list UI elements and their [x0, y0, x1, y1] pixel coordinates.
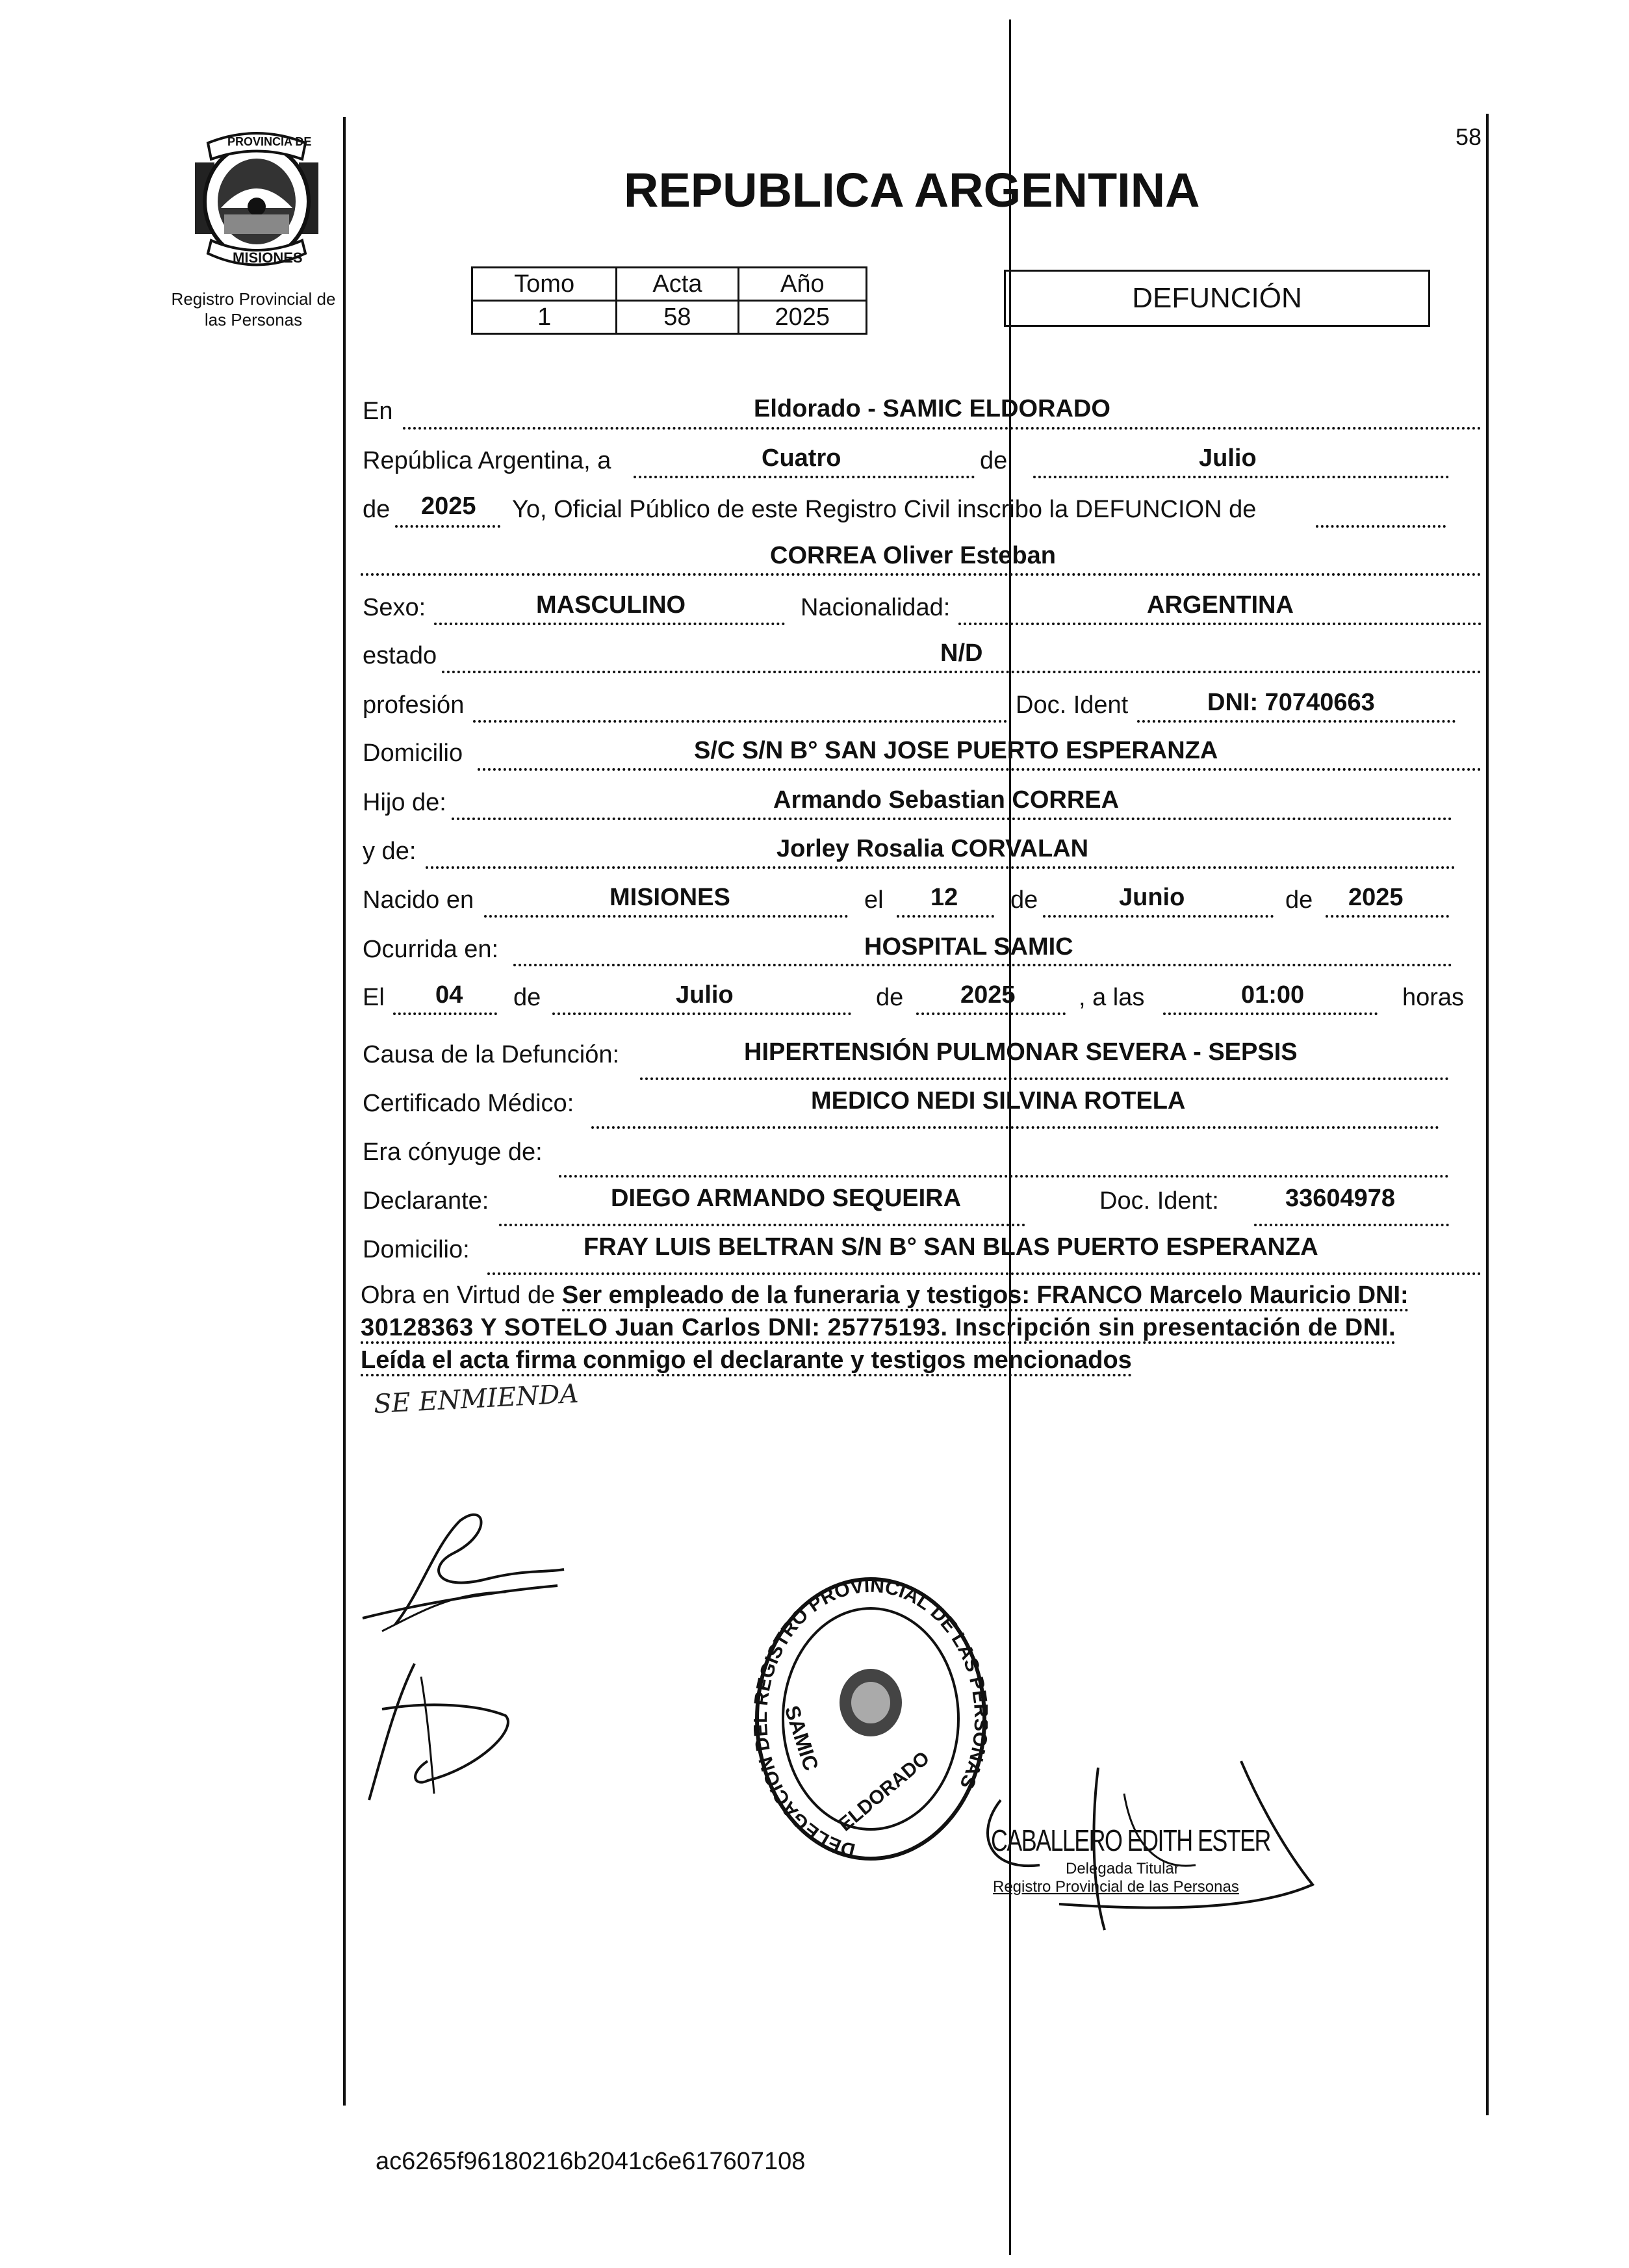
handwritten-enmienda: SE ENMIENDA	[373, 1378, 580, 1420]
stamp-ring-text: DELEGACION EGISTRO PROVINCIAL DE LAS P NAS	[754, 1575, 988, 1861]
line-en	[403, 427, 1481, 430]
obra-text-3: Leída el acta firma conmigo el declarante y testigos mencionados	[361, 1347, 1132, 1376]
value-nacionalidad: ARGENTINA	[1147, 591, 1294, 619]
label-conyuge: Era cónyuge de:	[363, 1139, 543, 1166]
line-domicilio2	[487, 1272, 1481, 1275]
label-doc-ident-2: Doc. Ident:	[1099, 1187, 1219, 1215]
stamp-inner-bottom: ELDORADO	[834, 1747, 934, 1836]
official-name: CABALLERO EDITH ESTER	[991, 1823, 1270, 1857]
value-def-dia: 04	[435, 981, 463, 1009]
value-hora: 01:00	[1241, 981, 1305, 1009]
label-y-de: y de:	[363, 838, 417, 865]
label-yo-oficial: Yo, Oficial Público de este Registro Civil inscribo la DEFUNCION de	[512, 496, 1257, 523]
line-causa	[640, 1077, 1449, 1080]
tav-value-ano: 2025	[738, 301, 866, 334]
official-title: Delegada Titular	[1066, 1860, 1179, 1877]
line-nac-anio	[1326, 915, 1449, 918]
obra-label: Obra en Virtud de	[361, 1282, 556, 1309]
value-dia-texto: Cuatro	[762, 445, 841, 472]
org-name-line1: Registro Provincial de	[171, 289, 336, 309]
value-sexo: MASCULINO	[536, 591, 686, 619]
label-profesion: profesión	[363, 691, 465, 719]
line-domicilio	[478, 768, 1481, 771]
line-estado	[442, 671, 1481, 673]
logo-text-top: PROVINCIA DE	[227, 135, 312, 148]
witness-signature	[356, 1651, 525, 1807]
line-declarante	[499, 1224, 1025, 1226]
label-republica: República Argentina, a	[363, 447, 611, 474]
declarant-signature	[356, 1495, 571, 1638]
value-nacido-lugar: MISIONES	[609, 884, 730, 911]
label-estado: estado	[363, 642, 437, 669]
official-stamp	[754, 1573, 988, 1865]
label-hijo-de: Hijo de:	[363, 789, 446, 816]
obra-line-1	[361, 1279, 1485, 1311]
value-certificado: MEDICO NEDI SILVINA ROTELA	[811, 1087, 1186, 1115]
line-hora	[1163, 1012, 1378, 1015]
line-profesion	[473, 720, 1007, 723]
label-horas: horas	[1402, 984, 1465, 1011]
label-doc-ident: Doc. Ident	[1016, 691, 1129, 719]
line-defuncion-de	[1316, 525, 1446, 528]
tav-header-tomo: Tomo	[472, 268, 617, 301]
value-doc-declarante: 33604978	[1285, 1185, 1396, 1212]
line-nombre	[361, 573, 1481, 576]
page-title: REPUBLICA ARGENTINA	[624, 163, 1200, 217]
document-hash: ac6265f96180216b2041c6e617607108	[376, 2148, 806, 2175]
value-mes-texto: Julio	[1199, 445, 1257, 472]
label-domicilio: Domicilio	[363, 740, 463, 767]
line-nacionalidad	[958, 623, 1481, 625]
label-de-5: de	[513, 984, 541, 1011]
line-sexo	[434, 623, 785, 625]
label-declarante: Declarante:	[363, 1187, 489, 1215]
line-dia	[634, 476, 975, 478]
label-el: el	[864, 886, 884, 914]
label-causa: Causa de la Defunción:	[363, 1041, 620, 1068]
value-ocurrida: HOSPITAL SAMIC	[864, 933, 1073, 960]
value-nac-mes: Junio	[1119, 884, 1185, 911]
label-sexo: Sexo:	[363, 594, 426, 621]
line-nacido-lugar	[484, 915, 848, 918]
line-yde	[426, 866, 1456, 869]
label-domicilio-2: Domicilio:	[363, 1236, 470, 1263]
obra-line-3	[361, 1344, 1485, 1376]
doc-type-box	[1004, 270, 1430, 327]
value-def-mes: Julio	[676, 981, 734, 1009]
value-domicilio-declarante: FRAY LUIS BELTRAN S/N B° SAN BLAS PUERTO ESPERANZA	[584, 1233, 1318, 1261]
value-anio: 2025	[421, 493, 476, 520]
line-ocurrida	[513, 964, 1452, 966]
line-nac-dia	[897, 915, 994, 918]
line-def-dia	[393, 1012, 497, 1015]
logo-text-bottom: MISIONES	[233, 250, 303, 266]
line-doc	[1137, 720, 1456, 723]
line-doc2	[1254, 1224, 1449, 1226]
obra-paragraph	[361, 1279, 1485, 1376]
tav-value-acta: 58	[617, 301, 738, 334]
value-causa: HIPERTENSIÓN PULMONAR SEVERA - SEPSIS	[744, 1038, 1298, 1066]
province-seal-logo	[182, 130, 331, 279]
tomo-acta-ano-table	[471, 266, 867, 335]
line-hijo	[452, 818, 1452, 820]
label-ocurrida-en: Ocurrida en:	[363, 936, 499, 963]
tav-value-tomo: 1	[472, 301, 617, 334]
label-a-las: , a las	[1079, 984, 1145, 1011]
label-nacido-en: Nacido en	[363, 886, 474, 914]
left-border-line	[343, 117, 346, 2106]
label-en: En	[363, 398, 393, 425]
official-org: Registro Provincial de las Personas	[993, 1878, 1239, 1896]
value-dni: DNI: 70740663	[1207, 689, 1375, 716]
value-lugar: Eldorado - SAMIC ELDORADO	[754, 395, 1110, 422]
obra-text-1: Ser empleado de la funeraria y testigos: FRANCO Marcelo Mauricio DNI:	[562, 1282, 1409, 1311]
label-el-2: El	[363, 984, 385, 1011]
line-certificado	[591, 1126, 1439, 1129]
value-nac-anio: 2025	[1348, 884, 1404, 911]
value-domicilio: S/C S/N B° SAN JOSE PUERTO ESPERANZA	[694, 737, 1218, 764]
right-border-line	[1486, 114, 1489, 2115]
tav-header-acta: Acta	[617, 268, 738, 301]
value-padre: Armando Sebastian CORREA	[773, 786, 1120, 814]
label-de-1: de	[980, 447, 1008, 474]
value-nac-dia: 12	[930, 884, 958, 911]
line-def-mes	[552, 1012, 851, 1015]
line-mes	[1033, 476, 1449, 478]
label-de-4: de	[1285, 886, 1313, 914]
label-de-6: de	[876, 984, 904, 1011]
line-nac-mes	[1043, 915, 1274, 918]
label-de-2: de	[363, 496, 391, 523]
obra-line-2	[361, 1311, 1485, 1344]
line-anio	[395, 525, 500, 528]
doc-type-label: DEFUNCIÓN	[1132, 282, 1302, 314]
value-declarante: DIEGO ARMANDO SEQUEIRA	[611, 1185, 962, 1212]
value-def-anio: 2025	[960, 981, 1016, 1009]
page-number: 58	[1456, 123, 1482, 150]
line-conyuge	[559, 1175, 1449, 1178]
value-estado: N/D	[940, 639, 983, 667]
line-def-anio	[916, 1012, 1066, 1015]
label-de-3: de	[1010, 886, 1038, 914]
org-name-line2: las Personas	[204, 310, 303, 329]
stamp-inner-top: SAMIC	[780, 1703, 823, 1774]
value-madre: Jorley Rosalia CORVALAN	[776, 835, 1089, 862]
label-nacionalidad: Nacionalidad:	[801, 594, 951, 621]
tav-header-ano: Año	[738, 268, 866, 301]
value-nombre-fallecido: CORREA Oliver Esteban	[770, 542, 1056, 569]
label-certificado: Certificado Médico:	[363, 1090, 574, 1117]
obra-text-2: 30128363 Y SOTELO Juan Carlos DNI: 25775193. Inscripción sin presentación de DNI.	[361, 1314, 1396, 1344]
